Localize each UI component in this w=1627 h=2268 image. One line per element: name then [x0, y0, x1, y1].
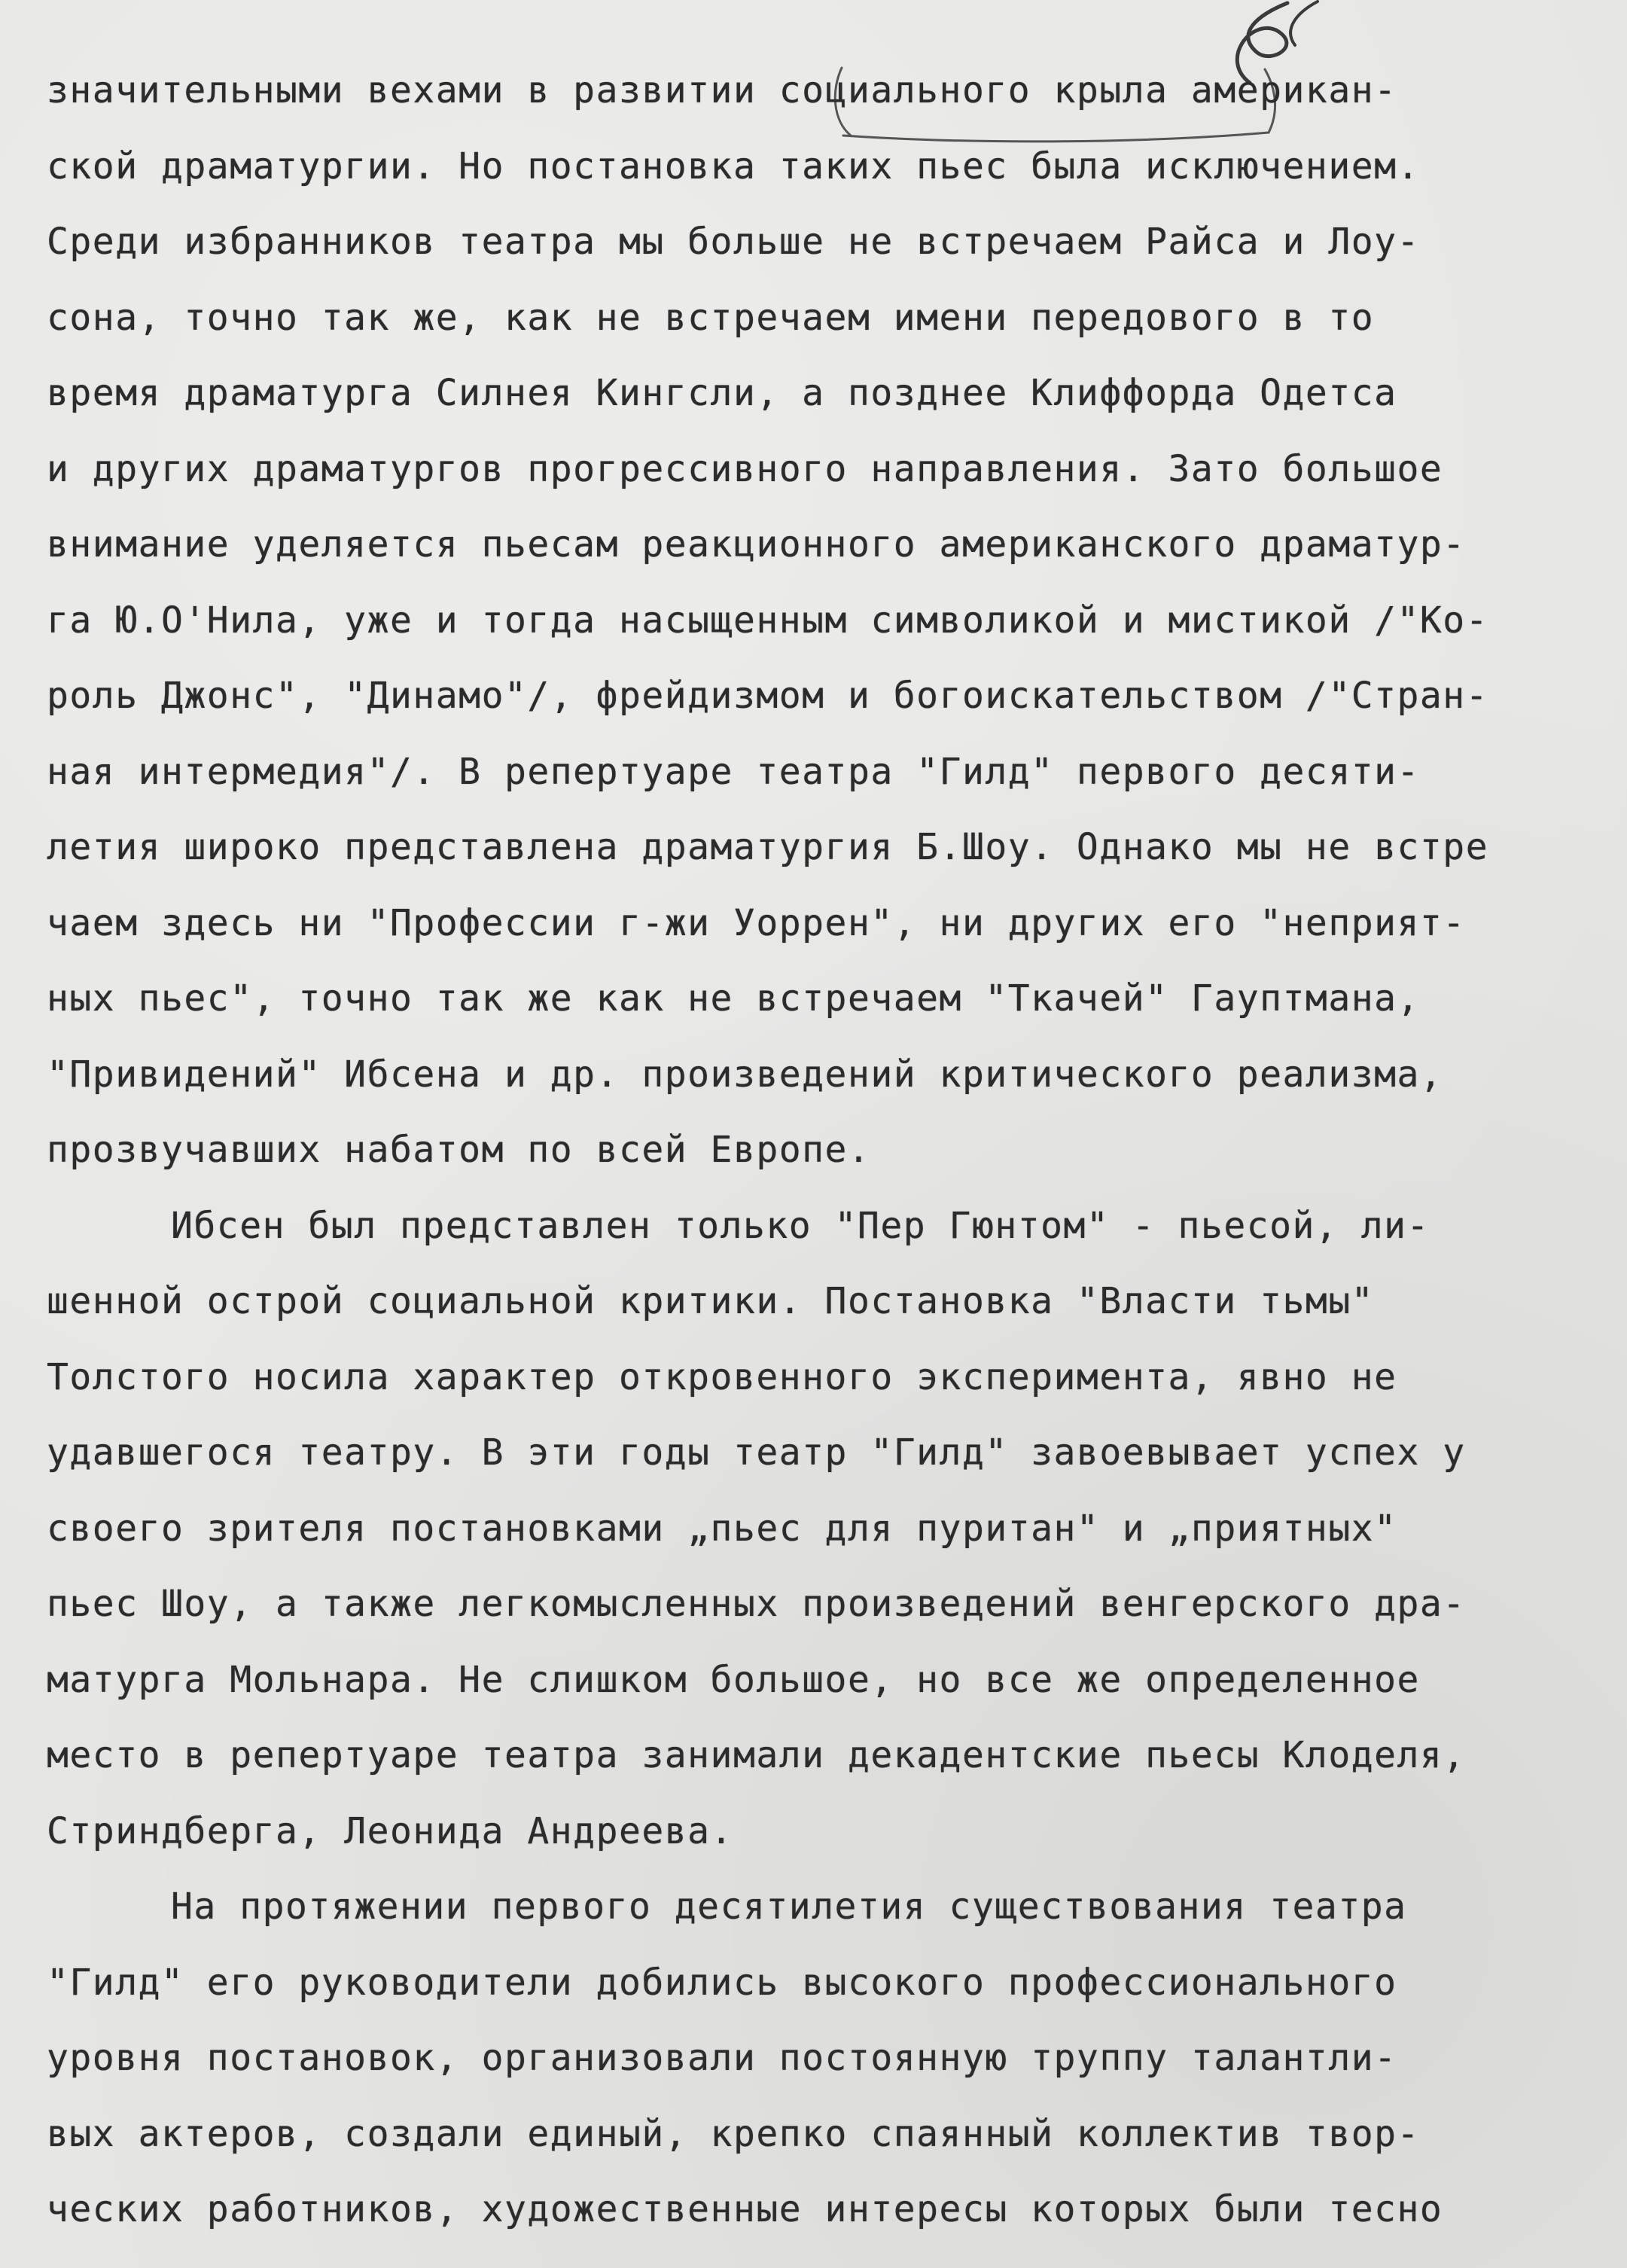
text-line-19: удавшегося театру. В эти годы театр "Гилд" завоевывает успех у — [47, 1431, 1466, 1474]
text-line-4: сона, точно так же, как не встречаем имени передового в то — [47, 296, 1375, 339]
text-line-16: Ибсен был представлен только "Пер Гюнтом" - пьесой, ли- — [171, 1204, 1430, 1247]
text-line-7: внимание уделяется пьесам реакционного американского драматур- — [47, 523, 1466, 565]
text-line-8: га Ю.О'Нила, уже и тогда насыщенным символикой и мистикой /"Ко- — [47, 599, 1489, 642]
text-line-9: роль Джонс", "Динамо"/, фрейдизмом и богоискательством /"Стран- — [47, 675, 1489, 717]
text-line-27: уровня постановок, организовали постоянную труппу талантли- — [47, 2037, 1397, 2079]
text-line-13: ных пьес", точно так же как не встречаем "Ткачей" Гауптмана, — [47, 977, 1420, 1020]
typed-text-body — [47, 53, 1605, 2248]
text-line-21: пьес Шоу, а также легкомысленных произведений венгерского дра- — [47, 1583, 1466, 1625]
text-line-25: На протяжении первого десятилетия существования театра — [171, 1885, 1407, 1928]
text-line-20: своего зрителя постановками „пьес для пуритан" и „приятных" — [47, 1507, 1397, 1550]
text-line-2: ской драматургии. Но постановка таких пьес была исключением. — [47, 145, 1420, 187]
text-line-28: вых актеров, создали единый, крепко спаянный коллектив твор- — [47, 2112, 1420, 2155]
text-line-1: значительными вехами в развитии социального крыла американ- — [47, 69, 1397, 111]
text-line-5: время драматурга Силнея Кингсли, а позднее Клиффорда Одетса — [47, 372, 1397, 414]
text-line-26: "Гилд" его руководители добились высокого профессионального — [47, 1961, 1397, 2004]
text-line-18: Толстого носила характер откровенного эксперимента, явно не — [47, 1355, 1397, 1398]
text-line-29: ческих работников, художественные интересы которых были тесно — [47, 2188, 1443, 2230]
text-line-24: Стриндберга, Леонида Андреева. — [47, 1809, 733, 1852]
text-line-14: "Привидений" Ибсена и др. произведений критического реализма, — [47, 1053, 1443, 1096]
text-line-15: прозвучавших набатом по всей Европе. — [47, 1129, 871, 1171]
text-line-10: ная интермедия"/. В репертуаре театра "Гилд" первого десяти- — [47, 750, 1420, 793]
text-line-17: шенной острой социальной критики. Постановка "Власти тьмы" — [47, 1280, 1375, 1322]
text-line-23: место в репертуаре театра занимали декадентские пьесы Клоделя, — [47, 1734, 1466, 1776]
text-line-22: матурга Мольнара. Не слишком большое, но все же определенное — [47, 1658, 1420, 1701]
text-line-6: и других драматургов прогрессивного направления. Зато большое — [47, 447, 1443, 490]
text-line-12: чаем здесь ни "Профессии г-жи Уоррен", ни других его "неприят- — [47, 901, 1466, 944]
text-line-11: летия широко представлена драматургия Б.Шоу. Однако мы не встре — [47, 826, 1489, 868]
text-line-3: Среди избранников театра мы больше не встречаем Райса и Лоу- — [47, 221, 1420, 263]
